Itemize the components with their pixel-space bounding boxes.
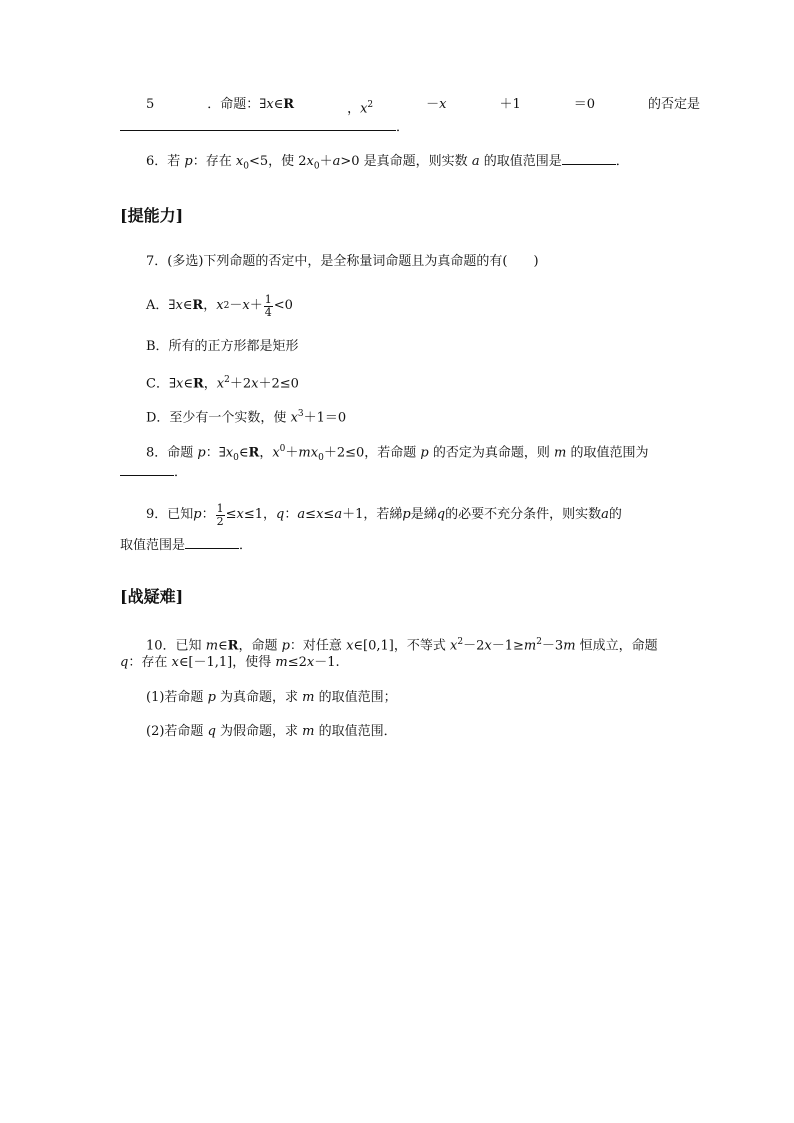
question-9-line-1: 9．已知 p ： $\frac{1}{2}$ ≤ x ≤1， q ： a ≤ x ≤ a ＋1，若 綈 p 是 綈 q 的必要不充分条件，则实数 a 的 — [146, 501, 622, 528]
q5-minus-x: －x — [426, 97, 447, 112]
question-8-line-2: ． — [120, 463, 187, 482]
fraction-one-quarter: $\frac{1}{4}$ — [264, 292, 272, 319]
question-10-line-1: 10．已知 m∈R，命题 p：对任意 x∈[0,1]，不等式 $x^2-2x-1\ge m^2-3m$ 恒成立，命题 — [146, 637, 658, 654]
q5-comma-x2: ，$x^2$ — [347, 100, 374, 117]
question-10-part-2: (2)若命题 q 为假命题，求 m 的取值范围． — [146, 724, 397, 739]
question-7-option-b: B．所有的正方形都是矩形 — [146, 339, 299, 354]
q5-stem: ．命题：∃x∈R — [207, 97, 295, 112]
q5-number: 5 — [146, 97, 155, 112]
q5-tail: 的否定是 — [647, 97, 700, 112]
q8-answer-blank[interactable] — [120, 463, 174, 476]
q6-answer-blank[interactable] — [562, 152, 616, 165]
question-10-part-1: (1)若命题 p 为真命题，求 m 的取值范围； — [146, 690, 397, 705]
q5-plus-1: ＋1 — [499, 97, 521, 112]
question-8-line-1: 8．命题 p：$\exists x_0\in R$，$x^0+mx_0+2\le 0$，若命题 p 的否定为真命题，则 m 的取值范围为 — [146, 444, 649, 463]
section-heading-challenge: [战疑难] — [120, 587, 184, 606]
q5-eq-0: ＝0 — [573, 97, 595, 112]
fraction-one-half: $\frac{1}{2}$ — [216, 501, 224, 528]
question-6: 6．若 p：存在 $x_0<5$，使 $2x_0+a>0$ 是真命题，则实数 a 的取值范围是 ． — [146, 154, 629, 172]
question-7-option-c: C．∃x∈R，$x^2+2x+2\le 0$ — [146, 375, 299, 392]
question-7-option-d: D．至少有一个实数，使 $x^3+1=0$ — [146, 409, 347, 426]
q5-answer-blank[interactable] — [120, 118, 396, 131]
q9-answer-blank[interactable] — [185, 536, 239, 549]
question-9-line-2: 取值范围是 ． — [120, 538, 253, 553]
question-7-option-a: A．∃ x ∈ R ， x 2 － x ＋ $\frac{1}{4}$ <0 — [146, 292, 293, 319]
question-5-line-1 — [146, 96, 700, 118]
question-10-line-2: q：存在 x∈[－1,1]，使得 m≤2x－1. — [120, 655, 340, 670]
question-5-line-2: ． — [120, 118, 409, 137]
section-heading-ability: [提能力] — [120, 206, 184, 225]
question-7-stem: 7．(多选)下列命题的否定中，是全称量词命题且为真命题的有( ) — [146, 254, 539, 269]
